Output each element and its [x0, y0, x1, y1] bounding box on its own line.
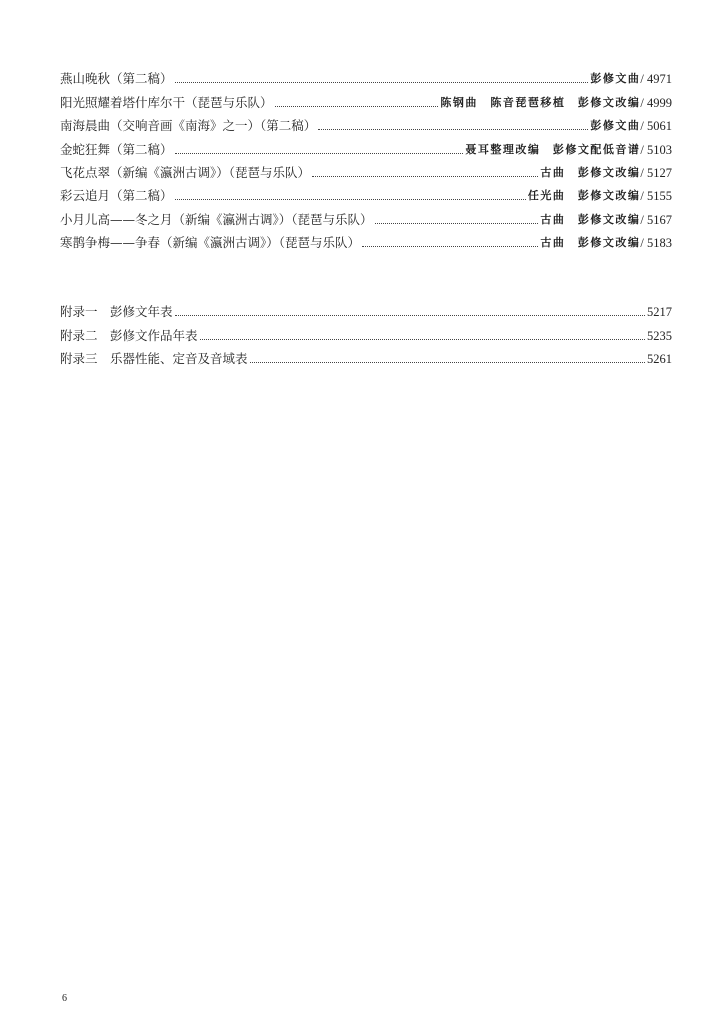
entry-page: / 4999 [640, 95, 672, 110]
dot-leader [175, 315, 645, 316]
dot-leader [175, 199, 526, 200]
dot-leader [375, 223, 539, 224]
dot-leader [318, 129, 588, 130]
appendix-title: 附录二 彭修文作品年表 [60, 327, 198, 343]
toc-entry[interactable] [60, 113, 672, 136]
entry-title: 南海晨曲（交响音画《南海》之一）（第二稿） [60, 118, 317, 134]
toc-entry[interactable] [60, 136, 672, 159]
appendix-title: 附录三 乐器性能、定音及音域表 [60, 351, 248, 367]
toc-entry[interactable] [60, 183, 672, 206]
entry-credit: 古曲 彭修文改编 [540, 212, 641, 226]
entry-page: / 5183 [640, 236, 672, 251]
entry-credit: 彭修文曲 [590, 72, 641, 86]
page-number: 6 [62, 993, 67, 1004]
entry-title: 燕山晚秋（第二稿） [60, 71, 173, 87]
entry-page: / 5061 [640, 119, 672, 134]
appendix-title: 附录一 彭修文年表 [60, 304, 173, 320]
dot-leader [275, 106, 439, 107]
dot-leader [200, 339, 645, 340]
appendix-entry[interactable] [60, 299, 672, 322]
entry-credit: 古曲 彭修文改编 [540, 165, 641, 179]
entry-credit: 任光曲 彭修文改编 [527, 189, 641, 203]
dot-leader [362, 246, 538, 247]
entry-page: / 5155 [640, 189, 672, 204]
entry-title: 彩云追月（第二稿） [60, 188, 173, 204]
appendix-page: 5235 [647, 328, 672, 343]
appendix-entry[interactable] [60, 346, 672, 369]
dot-leader [250, 362, 645, 363]
toc-appendix-list [60, 299, 672, 369]
entry-credit: 彭修文曲 [590, 119, 641, 133]
entry-title: 寒鹊争梅——争春（新编《瀛洲古调》）（琵琶与乐队） [60, 235, 361, 251]
appendix-page: 5217 [647, 305, 672, 320]
toc-entry[interactable] [60, 66, 672, 89]
entry-page: / 4971 [640, 72, 672, 87]
toc-entry[interactable] [60, 160, 672, 183]
entry-title: 飞花点翠（新编《瀛洲古调》）（琵琶与乐队） [60, 164, 311, 180]
entry-page: / 5127 [640, 165, 672, 180]
dot-leader [312, 176, 538, 177]
entry-title: 阳光照耀着塔什库尔干（琵琶与乐队） [60, 94, 273, 110]
entry-page: / 5167 [640, 212, 672, 227]
entry-title: 小月儿高——冬之月（新编《瀛洲古调》）（琵琶与乐队） [60, 211, 373, 227]
appendix-page: 5261 [647, 352, 672, 367]
appendix-entry[interactable] [60, 322, 672, 345]
toc-main-list [60, 66, 672, 253]
toc-entry[interactable] [60, 206, 672, 229]
entry-credit: 陈钢曲 陈音琵琶移植 彭修文改编 [440, 95, 641, 109]
entry-credit: 古曲 彭修文改编 [540, 236, 641, 250]
toc-entry[interactable] [60, 89, 672, 112]
dot-leader [175, 82, 589, 83]
entry-title: 金蛇狂舞（第二稿） [60, 141, 173, 157]
entry-credit: 聂耳整理改编 彭修文配低音谱 [465, 142, 641, 156]
entry-page: / 5103 [640, 142, 672, 157]
dot-leader [175, 153, 464, 154]
toc-entry[interactable] [60, 230, 672, 253]
